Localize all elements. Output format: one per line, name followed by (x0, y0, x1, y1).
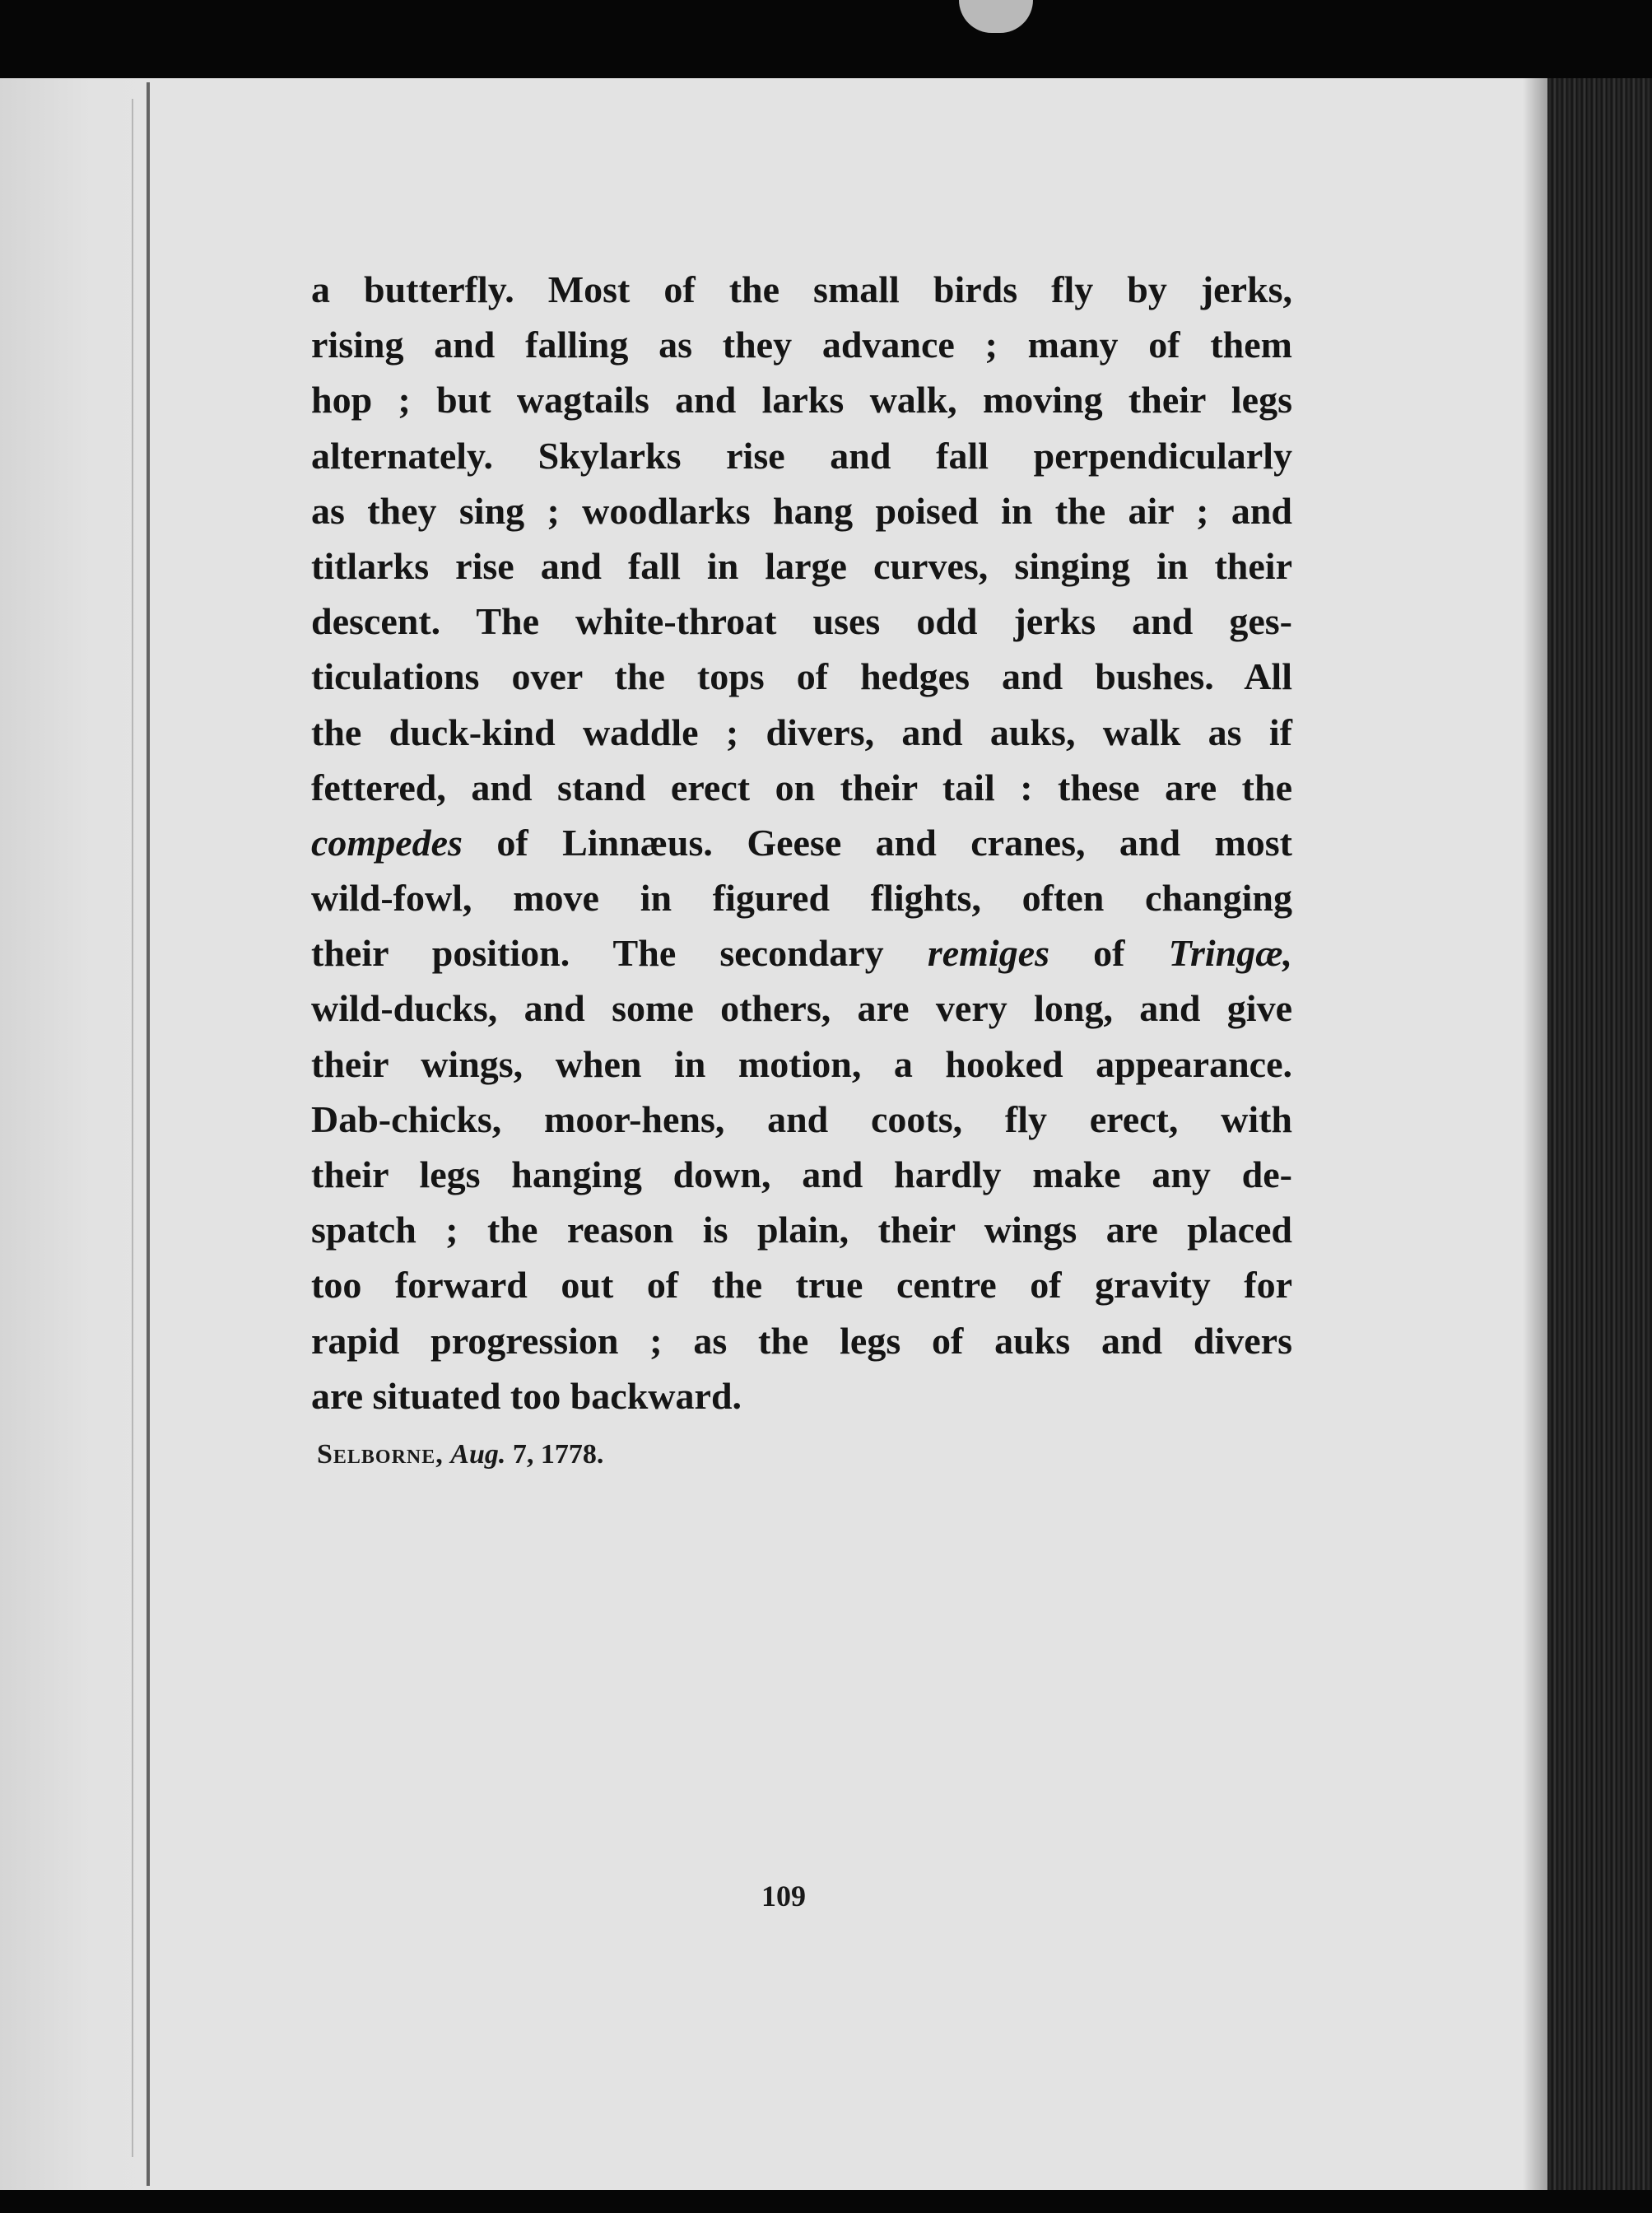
text-segment: wild-fowl, move in figured flights, often changing (311, 877, 1292, 920)
text-line (311, 483, 1292, 538)
text-segment: titlarks rise and fall in large curves, singing in their (311, 544, 1292, 587)
text-segment: descent. The white-throat uses odd jerks and ges- (311, 600, 1292, 643)
text-line (311, 1202, 1292, 1257)
dateline-month: Aug. (450, 1439, 506, 1470)
page-left-edge (0, 78, 152, 2194)
text-segment: too forward out of the true centre of gravity for (311, 1264, 1292, 1307)
text-segment: fettered, and stand erect on their tail : these are the (311, 766, 1292, 808)
italic-text-segment: remiges (927, 932, 1050, 975)
text-segment: the duck-kind waddle ; divers, and auks, walk as if (311, 710, 1292, 753)
text-segment: their position. The secondary (311, 932, 928, 975)
italic-text-segment: compedes (311, 821, 463, 864)
text-line (311, 317, 1292, 372)
dateline-day-year: 7, 1778. (512, 1439, 604, 1470)
text-line (311, 870, 1292, 925)
letter-dateline (317, 1439, 603, 1470)
dateline-place: Selborne, (317, 1439, 444, 1470)
text-line (311, 1313, 1292, 1368)
text-segment: of (1049, 932, 1169, 975)
text-segment: rapid progression ; as the legs of auks and divers (311, 1319, 1292, 1362)
text-segment: alternately. Skylarks rise and fall perpendicularly (311, 434, 1292, 477)
text-line (311, 1147, 1292, 1202)
text-line (311, 262, 1292, 317)
text-segment: ticulations over the tops of hedges and bushes. All (311, 655, 1292, 698)
text-line (311, 1037, 1292, 1092)
text-segment: their wings, when in motion, a hooked appearance. (311, 1042, 1292, 1085)
text-line (311, 1257, 1292, 1312)
text-line (311, 705, 1292, 760)
text-segment: hop ; but wagtails and larks walk, moving their legs (311, 379, 1292, 422)
text-line (311, 372, 1292, 427)
text-line (311, 1092, 1292, 1147)
text-line (311, 649, 1292, 704)
top-scan-border (0, 0, 1652, 89)
text-segment: wild-ducks, and some others, are very long, and give (311, 987, 1292, 1030)
text-line (311, 538, 1292, 594)
text-line (311, 428, 1292, 483)
text-line (311, 594, 1292, 649)
text-segment: as they sing ; woodlarks hang poised in the air ; and (311, 489, 1292, 532)
text-line (311, 1368, 1292, 1423)
text-segment: their legs hanging down, and hardly make any de- (311, 1153, 1292, 1195)
page-gutter-line (147, 82, 150, 2186)
page-number: 109 (761, 1880, 806, 1912)
text-segment: rising and falling as they advance ; many of them (311, 324, 1292, 366)
page-gutter-shadow (132, 99, 133, 2157)
text-segment: Dab-chicks, moor-hens, and coots, fly erect, with (311, 1097, 1292, 1140)
text-segment: are situated too backward. (311, 1374, 742, 1417)
body-text (311, 262, 1292, 1423)
text-segment: spatch ; the reason is plain, their wings are placed (311, 1209, 1292, 1251)
bottom-scan-border (0, 2190, 1652, 2213)
text-line (311, 925, 1292, 981)
text-line (311, 760, 1292, 815)
italic-text-segment: Tringæ, (1168, 932, 1292, 975)
text-segment: a butterfly. Most of the small birds fly by jerks, (311, 268, 1292, 310)
text-segment: of Linnæus. Geese and cranes, and most (462, 821, 1292, 864)
text-line (311, 981, 1292, 1036)
text-line (311, 815, 1292, 870)
book-binding-edge (1547, 78, 1652, 2213)
